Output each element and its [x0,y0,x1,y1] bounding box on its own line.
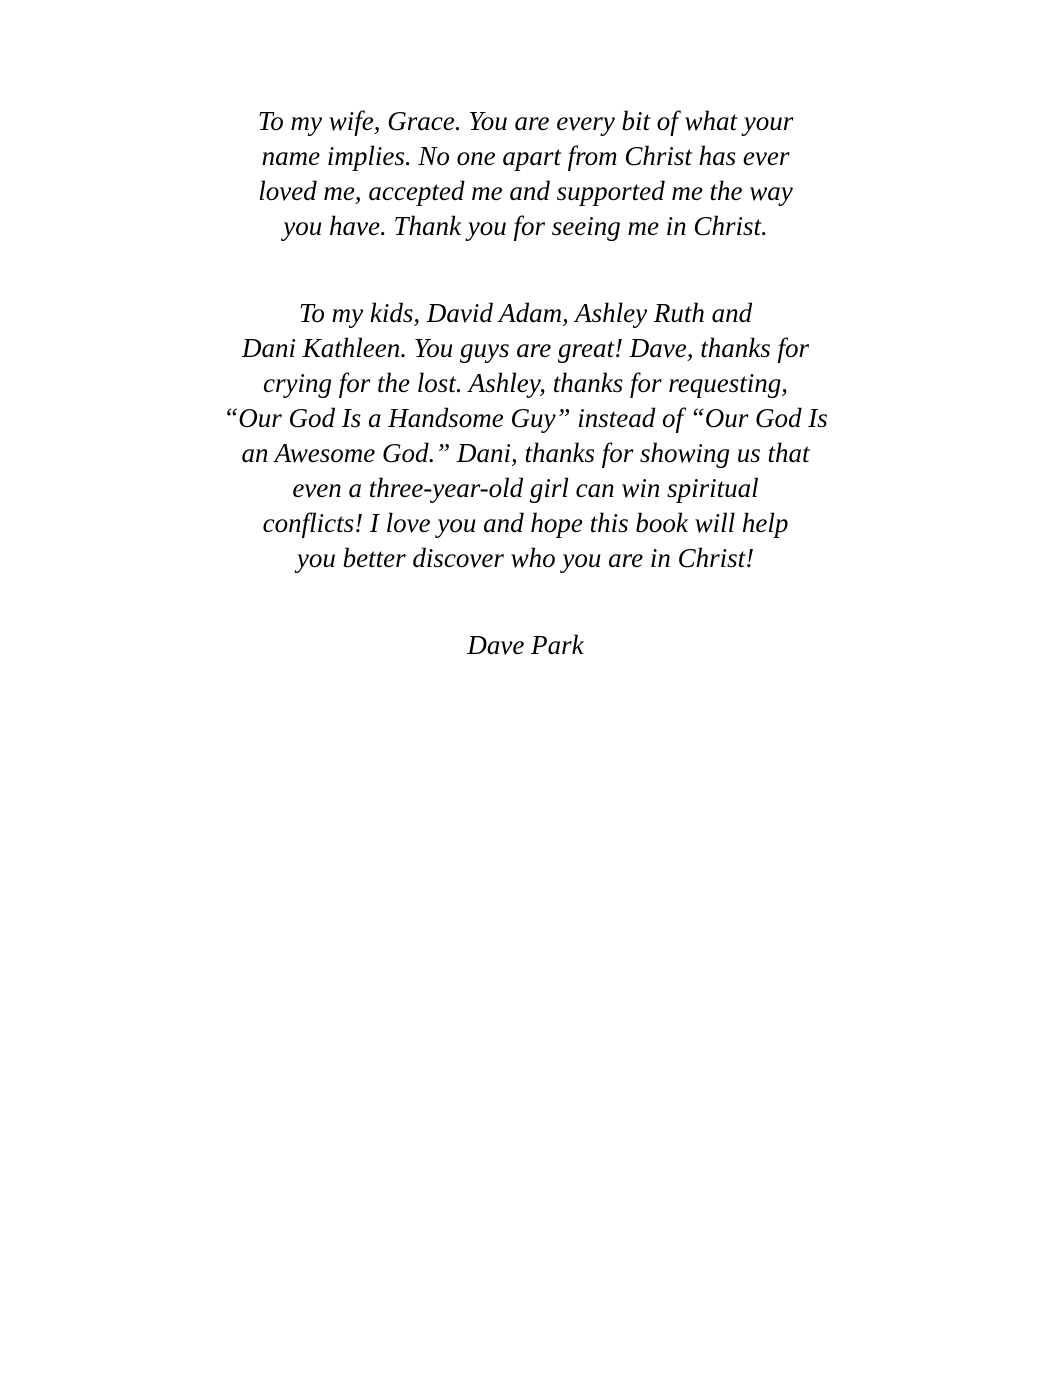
text-line: “Our God Is a Handsome Guy” instead of “Our God Is [223,403,828,433]
author-signature [0,628,1051,663]
text-line: you have. Thank you for seeing me in Christ. [283,211,768,241]
text-line: you better discover who you are in Christ! [296,543,755,573]
text-line: an Awesome God.” Dani, thanks for showing us that [241,438,810,468]
text-line: crying for the lost. Ashley, thanks for requesting, [263,368,788,398]
author-name: Dave Park [467,630,584,660]
text-line: To my wife, Grace. You are every bit of what your [257,106,794,136]
dedication-to-kids [0,296,1051,576]
text-line: Dani Kathleen. You guys are great! Dave, thanks for [242,333,809,363]
text-line: To my kids, David Adam, Ashley Ruth and [298,298,753,328]
text-line: name implies. No one apart from Christ has ever [261,141,790,171]
text-line: loved me, accepted me and supported me the way [258,176,793,206]
text-line: conflicts! I love you and hope this book will help [262,508,789,538]
dedication-to-wife [0,104,1051,244]
text-line: even a three-year-old girl can win spiritual [292,473,759,503]
